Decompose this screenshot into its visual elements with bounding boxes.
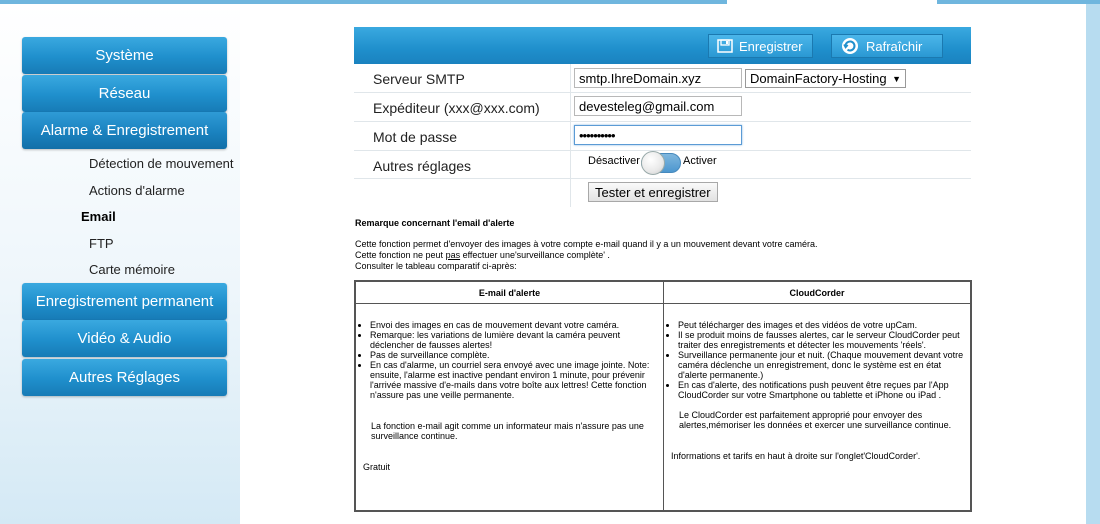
col-email-content (359, 320, 659, 472)
list-item: • Peut télécharger des images et des vidéos de votre upCam. (678, 320, 967, 330)
save-label: Enregistrer (739, 38, 803, 54)
remark-line-2: Cette fonction ne peut pas effectuer une'surveillance complète' . (355, 250, 610, 260)
sidebar-item-carte[interactable]: Carte mémoire (89, 262, 175, 277)
toggle-off-label: Désactiver (588, 155, 640, 167)
test-and-save-button[interactable]: Tester et enregistrer (588, 182, 718, 202)
col-cloud-header: CloudCorder (789, 287, 845, 298)
toggle-on-label: Activer (683, 155, 717, 167)
list-item: • Il se produit moins de fausses alertes, car le serveur CloudCorder peut traiter des enregistrements et détecter les mouvements 'réels'. (678, 330, 967, 350)
sidebar-item-email[interactable]: Email (81, 209, 116, 224)
email-summary: La fonction e-mail agit comme un informateur mais n'assure pas une surveillance continue. (371, 421, 644, 441)
save-button[interactable] (708, 34, 813, 58)
list-item: • Remarque: les variations de lumière devant la caméra peuvent déclencher de fausses alertes! (370, 330, 659, 350)
refresh-icon (840, 37, 860, 55)
sender-input[interactable] (574, 96, 742, 116)
provider-value: DomainFactory-Hosting (750, 71, 887, 86)
nav-alarme-enregistrement[interactable]: Alarme & Enregistrement (22, 112, 227, 149)
nav-video-audio[interactable]: Vidéo & Audio (22, 320, 227, 357)
smtp-input[interactable] (574, 68, 742, 88)
sidebar-item-ftp[interactable]: FTP (89, 236, 114, 251)
chevron-down-icon: ▼ (892, 73, 901, 84)
remark-title: Remarque concernant l'email d'alerte (355, 218, 515, 228)
email-price: Gratuit (363, 462, 391, 472)
toggle-knob (641, 151, 665, 175)
alert-toggle[interactable] (641, 153, 681, 173)
nav-reseau[interactable]: Réseau (22, 75, 227, 112)
sidebar-item-detection[interactable]: Détection de mouvement (89, 156, 234, 171)
list-item: • Envoi des images en cas de mouvement devant votre caméra. (370, 320, 659, 330)
list-item: • En cas d'alarme, un courriel sera envoyé avec une image jointe. Note: ensuite, l'alarme est inactive pendant environ 1 minute, pour prévenir l'arrivée massive d'e-mails dans votre boîte aux lettres! Cette fonction n'assure pas une veille permanente. (370, 360, 659, 400)
right-margin (1086, 4, 1100, 524)
col-cloud-content (667, 320, 967, 461)
refresh-label: Rafraîchir (866, 38, 923, 54)
cloud-summary: Le CloudCorder est parfaitement approprié pour envoyer des alertes,mémoriser les données et exercer une surveillance continue. (679, 410, 952, 430)
password-input[interactable] (574, 125, 742, 145)
password-label: Mot de passe (373, 129, 458, 145)
cloud-footer: Informations et tarifs en haut à droite sur l'onglet'CloudCorder'. (671, 451, 921, 461)
provider-select[interactable] (745, 69, 906, 88)
other-settings-label: Autres réglages (373, 158, 472, 174)
remark-line-1: Cette fonction permet d'envoyer des images à votre compte e-mail quand il y a un mouvement devant votre caméra. (355, 239, 818, 249)
remark-line-3: Consulter le tableau comparatif ci-après: (355, 261, 517, 271)
toolbar (354, 27, 971, 64)
col-email-header: E-mail d'alerte (478, 287, 541, 298)
smtp-label: Serveur SMTP (373, 71, 465, 87)
comparison-table (354, 280, 972, 512)
sidebar-item-actions[interactable]: Actions d'alarme (89, 183, 185, 198)
nav-autres-reglages[interactable]: Autres Réglages (22, 359, 227, 396)
list-item: • Pas de surveillance complète. (370, 350, 659, 360)
nav-systeme[interactable]: Système (22, 37, 227, 74)
list-item: • En cas d'alerte, des notifications push peuvent être reçues par l'App CloudCorder sur votre Smartphone ou tablette et iPhone ou iPad . (678, 380, 967, 400)
refresh-button[interactable] (831, 34, 943, 58)
save-icon (717, 39, 733, 53)
nav-enregistrement-permanent[interactable]: Enregistrement permanent (22, 283, 227, 320)
list-item: • Surveillance permanente jour et nuit. (Chaque mouvement devant votre caméra déclenche un enregistrement, donc le système est en état d'alerte permanente.) (678, 350, 967, 380)
sender-label: Expéditeur (xxx@xxx.com) (373, 100, 540, 116)
